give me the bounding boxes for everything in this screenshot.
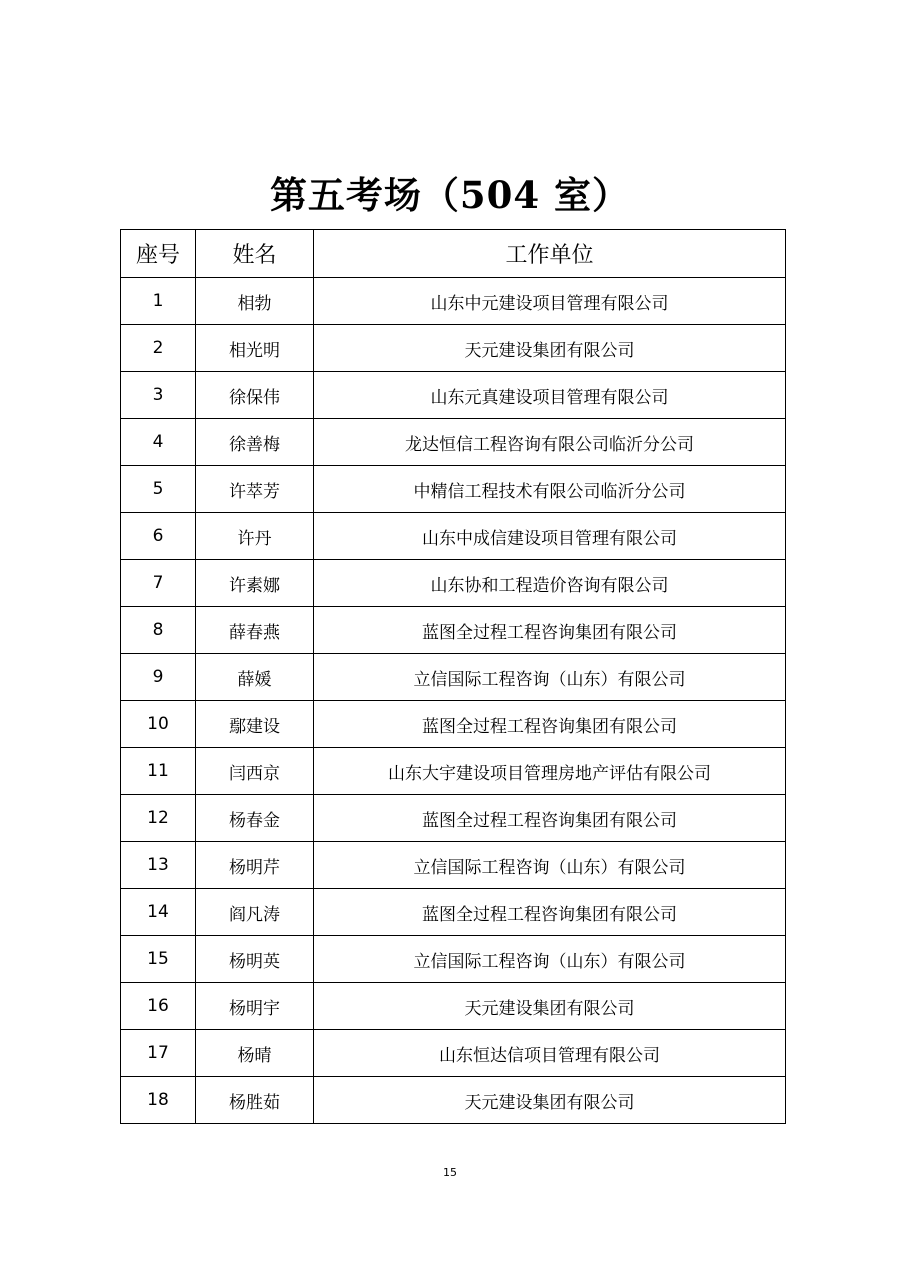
candidate-name: 杨明芹 — [196, 842, 314, 889]
seat-number: 1 — [121, 278, 196, 325]
candidate-name: 薛媛 — [196, 654, 314, 701]
page-number: 15 — [443, 1166, 457, 1179]
header-name: 姓名 — [196, 230, 314, 278]
candidate-name: 许素娜 — [196, 560, 314, 607]
work-unit: 中精信工程技术有限公司临沂分公司 — [314, 466, 786, 513]
seat-number: 9 — [121, 654, 196, 701]
seat-number: 5 — [121, 466, 196, 513]
candidate-name: 杨明宇 — [196, 983, 314, 1030]
table-row — [121, 748, 786, 795]
seat-number: 7 — [121, 560, 196, 607]
candidate-name: 杨明英 — [196, 936, 314, 983]
table-row — [121, 513, 786, 560]
table-row — [121, 936, 786, 983]
table-row — [121, 325, 786, 372]
work-unit: 立信国际工程咨询（山东）有限公司 — [314, 936, 786, 983]
candidate-name: 杨胜茹 — [196, 1077, 314, 1124]
seat-number: 13 — [121, 842, 196, 889]
work-unit: 天元建设集团有限公司 — [314, 325, 786, 372]
work-unit: 山东元真建设项目管理有限公司 — [314, 372, 786, 419]
work-unit: 天元建设集团有限公司 — [314, 983, 786, 1030]
work-unit: 立信国际工程咨询（山东）有限公司 — [314, 842, 786, 889]
table-row — [121, 278, 786, 325]
table-row — [121, 607, 786, 654]
table-row — [121, 842, 786, 889]
seating-table — [120, 229, 786, 1124]
candidate-name: 徐保伟 — [196, 372, 314, 419]
work-unit: 山东大宇建设项目管理房地产评估有限公司 — [314, 748, 786, 795]
candidate-name: 杨春金 — [196, 795, 314, 842]
table-row — [121, 701, 786, 748]
work-unit: 蓝图全过程工程咨询集团有限公司 — [314, 889, 786, 936]
work-unit: 天元建设集团有限公司 — [314, 1077, 786, 1124]
header-seat: 座号 — [121, 230, 196, 278]
table-row — [121, 466, 786, 513]
header-unit: 工作单位 — [314, 230, 786, 278]
work-unit: 龙达恒信工程咨询有限公司临沂分公司 — [314, 419, 786, 466]
seat-number: 18 — [121, 1077, 196, 1124]
candidate-name: 阎凡涛 — [196, 889, 314, 936]
seat-number: 11 — [121, 748, 196, 795]
table-row — [121, 889, 786, 936]
table-header-row — [121, 230, 786, 278]
seat-number: 6 — [121, 513, 196, 560]
seat-number: 14 — [121, 889, 196, 936]
candidate-name: 许萃芳 — [196, 466, 314, 513]
work-unit: 蓝图全过程工程咨询集团有限公司 — [314, 607, 786, 654]
work-unit: 山东中成信建设项目管理有限公司 — [314, 513, 786, 560]
table-row — [121, 654, 786, 701]
seat-number: 15 — [121, 936, 196, 983]
seat-number: 2 — [121, 325, 196, 372]
page-title: 第五考场（504 室） — [269, 173, 631, 217]
work-unit: 蓝图全过程工程咨询集团有限公司 — [314, 795, 786, 842]
seat-number: 3 — [121, 372, 196, 419]
candidate-name: 闫西京 — [196, 748, 314, 795]
candidate-name: 相光明 — [196, 325, 314, 372]
work-unit: 山东协和工程造价咨询有限公司 — [314, 560, 786, 607]
work-unit: 立信国际工程咨询（山东）有限公司 — [314, 654, 786, 701]
work-unit: 蓝图全过程工程咨询集团有限公司 — [314, 701, 786, 748]
table-row — [121, 560, 786, 607]
table-row — [121, 372, 786, 419]
seat-number: 4 — [121, 419, 196, 466]
seat-number: 17 — [121, 1030, 196, 1077]
work-unit: 山东中元建设项目管理有限公司 — [314, 278, 786, 325]
table-row — [121, 983, 786, 1030]
table-row — [121, 1077, 786, 1124]
candidate-name: 相勃 — [196, 278, 314, 325]
work-unit: 山东恒达信项目管理有限公司 — [314, 1030, 786, 1077]
candidate-name: 鄢建设 — [196, 701, 314, 748]
table-row — [121, 795, 786, 842]
seat-number: 16 — [121, 983, 196, 1030]
candidate-name: 许丹 — [196, 513, 314, 560]
candidate-name: 薛春燕 — [196, 607, 314, 654]
seat-number: 12 — [121, 795, 196, 842]
candidate-name: 徐善梅 — [196, 419, 314, 466]
seat-number: 8 — [121, 607, 196, 654]
table-row — [121, 1030, 786, 1077]
seat-number: 10 — [121, 701, 196, 748]
candidate-name: 杨晴 — [196, 1030, 314, 1077]
table-row — [121, 419, 786, 466]
